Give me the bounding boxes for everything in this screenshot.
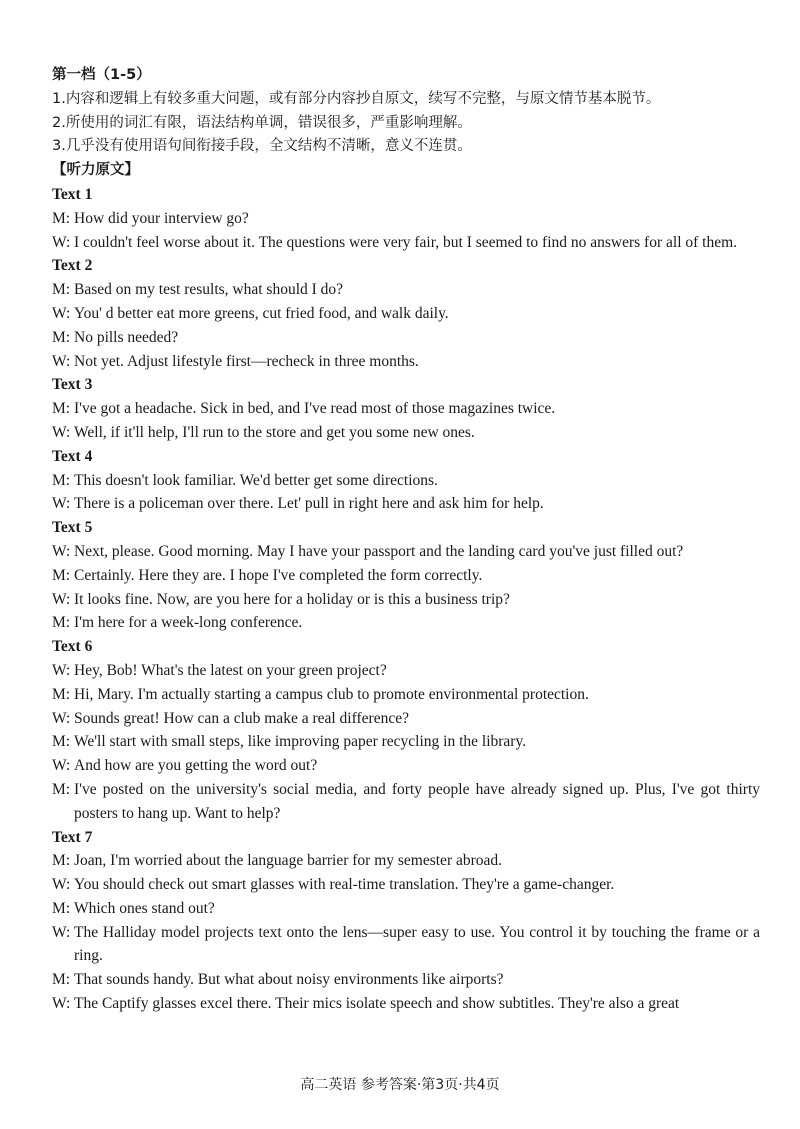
dialogue-line [52, 350, 760, 374]
utterance-text: And how are you getting the word out? [74, 757, 318, 775]
dialogue-line [52, 421, 760, 445]
speaker-label: M: [52, 471, 71, 489]
rubric-section [52, 64, 760, 159]
utterance-text: I've got a headache. Sick in bed, and I've read most of those magazines twice. [74, 400, 556, 418]
text-title: Text 2 [52, 257, 93, 275]
dialogue-line [52, 540, 760, 564]
dialogue-line [52, 968, 760, 992]
transcript-heading: 【听力原文】 [52, 162, 139, 179]
speaker-label: W: [52, 352, 71, 370]
dialogue-line [52, 302, 760, 326]
text-title: Text 3 [52, 376, 93, 394]
dialogue-line [52, 730, 760, 754]
dialogue-line [52, 921, 760, 969]
utterance-text: You should check out smart glasses with real-time translation. They're a game-changer. [74, 876, 615, 894]
speaker-label: M: [52, 614, 71, 632]
speaker-label: W: [52, 590, 71, 608]
dialogue-line [52, 897, 760, 921]
dialogue-line [52, 659, 760, 683]
utterance-text: Next, please. Good morning. May I have your passport and the landing card you've just filled out? [74, 542, 684, 560]
speaker-label: W: [52, 542, 71, 560]
utterance-text: We'll start with small steps, like improving paper recycling in the library. [74, 733, 527, 751]
text-title: Text 7 [52, 828, 93, 846]
rubric-heading: 第一档（1-5） [52, 67, 151, 83]
text-title: Text 6 [52, 638, 93, 656]
utterance-text: There is a policeman over there. Let' pull in right here and ask him for help. [74, 495, 544, 513]
utterance-text: No pills needed? [74, 328, 179, 346]
dialogue-line [52, 873, 760, 897]
text-title: Text 1 [52, 185, 93, 203]
dialogue-line [52, 278, 760, 302]
speaker-label: W: [52, 995, 71, 1013]
speaker-label: W: [52, 876, 71, 894]
utterance-text: This doesn't look familiar. We'd better get some directions. [74, 471, 438, 489]
utterance-text: That sounds handy. But what about noisy environments like airports? [74, 971, 504, 989]
page-footer: 高二英语 参考答案·第3页·共4页 [300, 1077, 500, 1093]
text-title: Text 4 [52, 447, 93, 465]
utterance-text: Hi, Mary. I'm actually starting a campus club to promote environmental protection. [74, 685, 589, 703]
utterance-text: Joan, I'm worried about the language barrier for my semester abroad. [74, 852, 503, 870]
rubric-item: 2.所使用的词汇有限，语法结构单调，错误很多，严重影响理解。 [52, 114, 472, 131]
rubric-item: 3.几乎没有使用语句间衔接手段，全文结构不清晰，意义不连贯。 [52, 138, 472, 155]
dialogue-line [52, 564, 760, 588]
speaker-label: M: [52, 209, 71, 227]
speaker-label: W: [52, 923, 71, 941]
speaker-label: M: [52, 328, 71, 346]
dialogue-line [52, 231, 760, 255]
utterance-text: It looks fine. Now, are you here for a holiday or is this a business trip? [74, 590, 510, 608]
dialogue-line [52, 611, 760, 635]
text-title: Text 5 [52, 519, 93, 537]
utterance-text: The Captify glasses excel there. Their mics isolate speech and show subtitles. They're also a great [74, 995, 680, 1013]
utterance-text: Sounds great! How can a club make a real difference? [74, 709, 409, 727]
dialogue-line [52, 992, 760, 1016]
dialogue-line [52, 207, 760, 231]
dialogue-line [52, 588, 760, 612]
utterance-text: You' d better eat more greens, cut fried food, and walk daily. [74, 304, 449, 322]
dialogue-line [52, 849, 760, 873]
speaker-label: W: [52, 661, 71, 679]
utterance-text: Certainly. Here they are. I hope I've completed the form correctly. [74, 566, 483, 584]
speaker-label: M: [52, 971, 71, 989]
utterance-text: I couldn't feel worse about it. The questions were very fair, but I seemed to find no answers for all of them. [74, 233, 738, 251]
dialogue-line [52, 683, 760, 707]
dialogue-line [52, 778, 760, 826]
speaker-label: W: [52, 423, 71, 441]
speaker-label: M: [52, 281, 71, 299]
transcript [52, 183, 760, 1016]
rubric-item: 1.内容和逻辑上有较多重大问题，或有部分内容抄自原文，续写不完整，与原文情节基本脱节。 [52, 90, 661, 107]
dialogue-line [52, 492, 760, 516]
dialogue-line [52, 754, 760, 778]
speaker-label: M: [52, 685, 71, 703]
dialogue-line [52, 397, 760, 421]
dialogue-line [52, 326, 760, 350]
dialogue-line [52, 707, 760, 731]
utterance-text: Well, if it'll help, I'll run to the store and get you some new ones. [74, 423, 475, 441]
speaker-label: W: [52, 304, 71, 322]
utterance-text: The Halliday model projects text onto the lens—super easy to use. You control it by touching the frame or a ring. [74, 923, 760, 965]
utterance-text: I'm here for a week-long conference. [74, 614, 303, 632]
utterance-text: How did your interview go? [74, 209, 249, 227]
speaker-label: M: [52, 852, 71, 870]
speaker-label: W: [52, 233, 71, 251]
speaker-label: M: [52, 780, 71, 798]
speaker-label: M: [52, 400, 71, 418]
utterance-text: Hey, Bob! What's the latest on your green project? [74, 661, 387, 679]
speaker-label: M: [52, 899, 71, 917]
speaker-label: M: [52, 566, 71, 584]
speaker-label: W: [52, 495, 71, 513]
utterance-text: I've posted on the university's social media, and forty people have already signed up. Plus, I've got thirty posters to hang up. Want to help? [74, 780, 760, 822]
dialogue-line [52, 469, 760, 493]
utterance-text: Based on my test results, what should I do? [74, 281, 344, 299]
utterance-text: Not yet. Adjust lifestyle first—recheck in three months. [74, 352, 419, 370]
speaker-label: W: [52, 709, 71, 727]
speaker-label: W: [52, 757, 71, 775]
utterance-text: Which ones stand out? [74, 899, 215, 917]
speaker-label: M: [52, 733, 71, 751]
